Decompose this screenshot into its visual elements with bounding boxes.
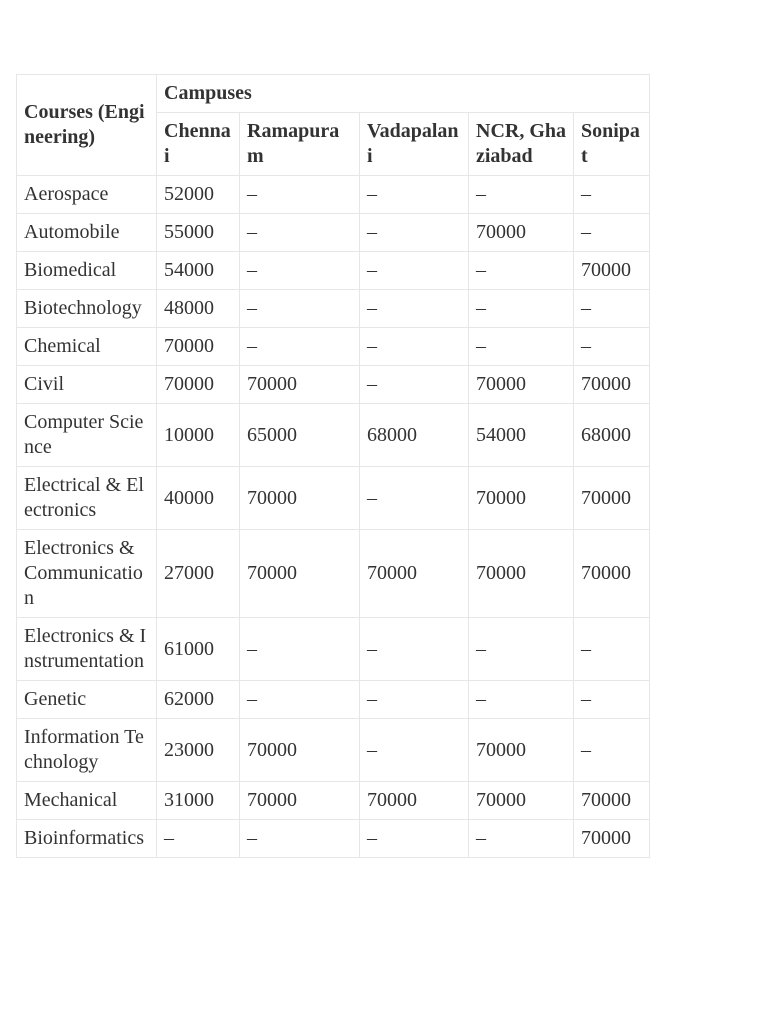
fee-cell: 70000 — [360, 530, 469, 618]
fee-cell: – — [240, 681, 360, 719]
fee-cell: 70000 — [360, 782, 469, 820]
fee-cell: 70000 — [157, 366, 240, 404]
fee-cell: 23000 — [157, 719, 240, 782]
course-name: Electrical & Electronics — [17, 467, 157, 530]
fee-cell: 70000 — [469, 214, 574, 252]
fee-cell: 70000 — [574, 820, 650, 858]
fee-cell: – — [360, 290, 469, 328]
fee-cell: – — [574, 176, 650, 214]
course-name: Biomedical — [17, 252, 157, 290]
fee-cell: – — [360, 618, 469, 681]
fee-cell: – — [240, 290, 360, 328]
fee-cell: 62000 — [157, 681, 240, 719]
table-row — [17, 404, 650, 467]
fee-cell: 61000 — [157, 618, 240, 681]
course-name: Chemical — [17, 328, 157, 366]
fee-cell: 55000 — [157, 214, 240, 252]
course-name: Information Technology — [17, 719, 157, 782]
course-name: Bioinformatics — [17, 820, 157, 858]
campus-header-chennai: Chennai — [157, 113, 240, 176]
fee-cell: 70000 — [240, 366, 360, 404]
fee-cell: 54000 — [469, 404, 574, 467]
fee-cell: – — [240, 214, 360, 252]
fee-cell: – — [240, 328, 360, 366]
fee-cell: 70000 — [469, 530, 574, 618]
fee-cell: – — [469, 618, 574, 681]
fee-cell: 70000 — [240, 467, 360, 530]
fee-cell: – — [469, 176, 574, 214]
fee-cell: 70000 — [157, 328, 240, 366]
fee-cell: 70000 — [574, 782, 650, 820]
fee-cell: 10000 — [157, 404, 240, 467]
fee-cell: – — [360, 328, 469, 366]
table-row — [17, 328, 650, 366]
fee-cell: 70000 — [240, 782, 360, 820]
course-name: Electronics & Communication — [17, 530, 157, 618]
table-row — [17, 467, 650, 530]
fee-cell: – — [574, 719, 650, 782]
fee-cell: – — [360, 820, 469, 858]
fee-cell: 70000 — [469, 467, 574, 530]
fee-cell: 70000 — [469, 719, 574, 782]
campus-header-ncr-ghaziabad: NCR, Ghaziabad — [469, 113, 574, 176]
fee-cell: 70000 — [574, 530, 650, 618]
fee-table — [16, 74, 650, 858]
fee-cell: – — [360, 366, 469, 404]
campus-header-ramapuram: Ramapuram — [240, 113, 360, 176]
campuses-header: Campuses — [157, 75, 650, 113]
table-row — [17, 530, 650, 618]
fee-cell: 54000 — [157, 252, 240, 290]
fee-cell: 70000 — [469, 366, 574, 404]
courses-header: Courses (Engineering) — [17, 75, 157, 176]
fee-cell: – — [240, 618, 360, 681]
fee-cell: – — [360, 681, 469, 719]
table-row — [17, 681, 650, 719]
fee-cell: – — [469, 328, 574, 366]
fee-cell: 27000 — [157, 530, 240, 618]
fee-cell: 70000 — [574, 366, 650, 404]
course-name: Civil — [17, 366, 157, 404]
fee-cell: – — [240, 176, 360, 214]
course-name: Automobile — [17, 214, 157, 252]
fee-cell: – — [360, 467, 469, 530]
table-row — [17, 366, 650, 404]
course-name: Electronics & Instrumentation — [17, 618, 157, 681]
fee-cell: – — [360, 719, 469, 782]
fee-cell: 65000 — [240, 404, 360, 467]
course-name: Computer Science — [17, 404, 157, 467]
fee-cell: 70000 — [574, 252, 650, 290]
course-name: Mechanical — [17, 782, 157, 820]
campus-header-sonipat: Sonipat — [574, 113, 650, 176]
table-row — [17, 820, 650, 858]
table-row — [17, 782, 650, 820]
fee-cell: – — [574, 681, 650, 719]
fee-cell: – — [240, 252, 360, 290]
fee-cell: – — [157, 820, 240, 858]
fee-cell: 70000 — [574, 467, 650, 530]
fee-cell: – — [574, 328, 650, 366]
fee-table-container — [16, 74, 650, 858]
fee-cell: – — [469, 252, 574, 290]
fee-cell: 68000 — [360, 404, 469, 467]
fee-cell: 70000 — [469, 782, 574, 820]
table-row — [17, 290, 650, 328]
fee-cell: – — [469, 681, 574, 719]
fee-cell: 70000 — [240, 719, 360, 782]
campus-header-vadapalani: Vadapalani — [360, 113, 469, 176]
fee-cell: 31000 — [157, 782, 240, 820]
table-row — [17, 176, 650, 214]
fee-cell: 68000 — [574, 404, 650, 467]
table-row — [17, 214, 650, 252]
fee-cell: – — [574, 618, 650, 681]
fee-cell: – — [574, 214, 650, 252]
course-name: Aerospace — [17, 176, 157, 214]
fee-cell: 70000 — [240, 530, 360, 618]
fee-cell: – — [469, 820, 574, 858]
header-row-campuses — [17, 75, 650, 113]
fee-cell: – — [240, 820, 360, 858]
fee-cell: – — [469, 290, 574, 328]
table-row — [17, 252, 650, 290]
fee-cell: – — [574, 290, 650, 328]
table-row — [17, 719, 650, 782]
fee-cell: 48000 — [157, 290, 240, 328]
fee-cell: – — [360, 214, 469, 252]
table-row — [17, 618, 650, 681]
fee-cell: 40000 — [157, 467, 240, 530]
fee-cell: 52000 — [157, 176, 240, 214]
fee-cell: – — [360, 252, 469, 290]
course-name: Genetic — [17, 681, 157, 719]
course-name: Biotechnology — [17, 290, 157, 328]
fee-cell: – — [360, 176, 469, 214]
